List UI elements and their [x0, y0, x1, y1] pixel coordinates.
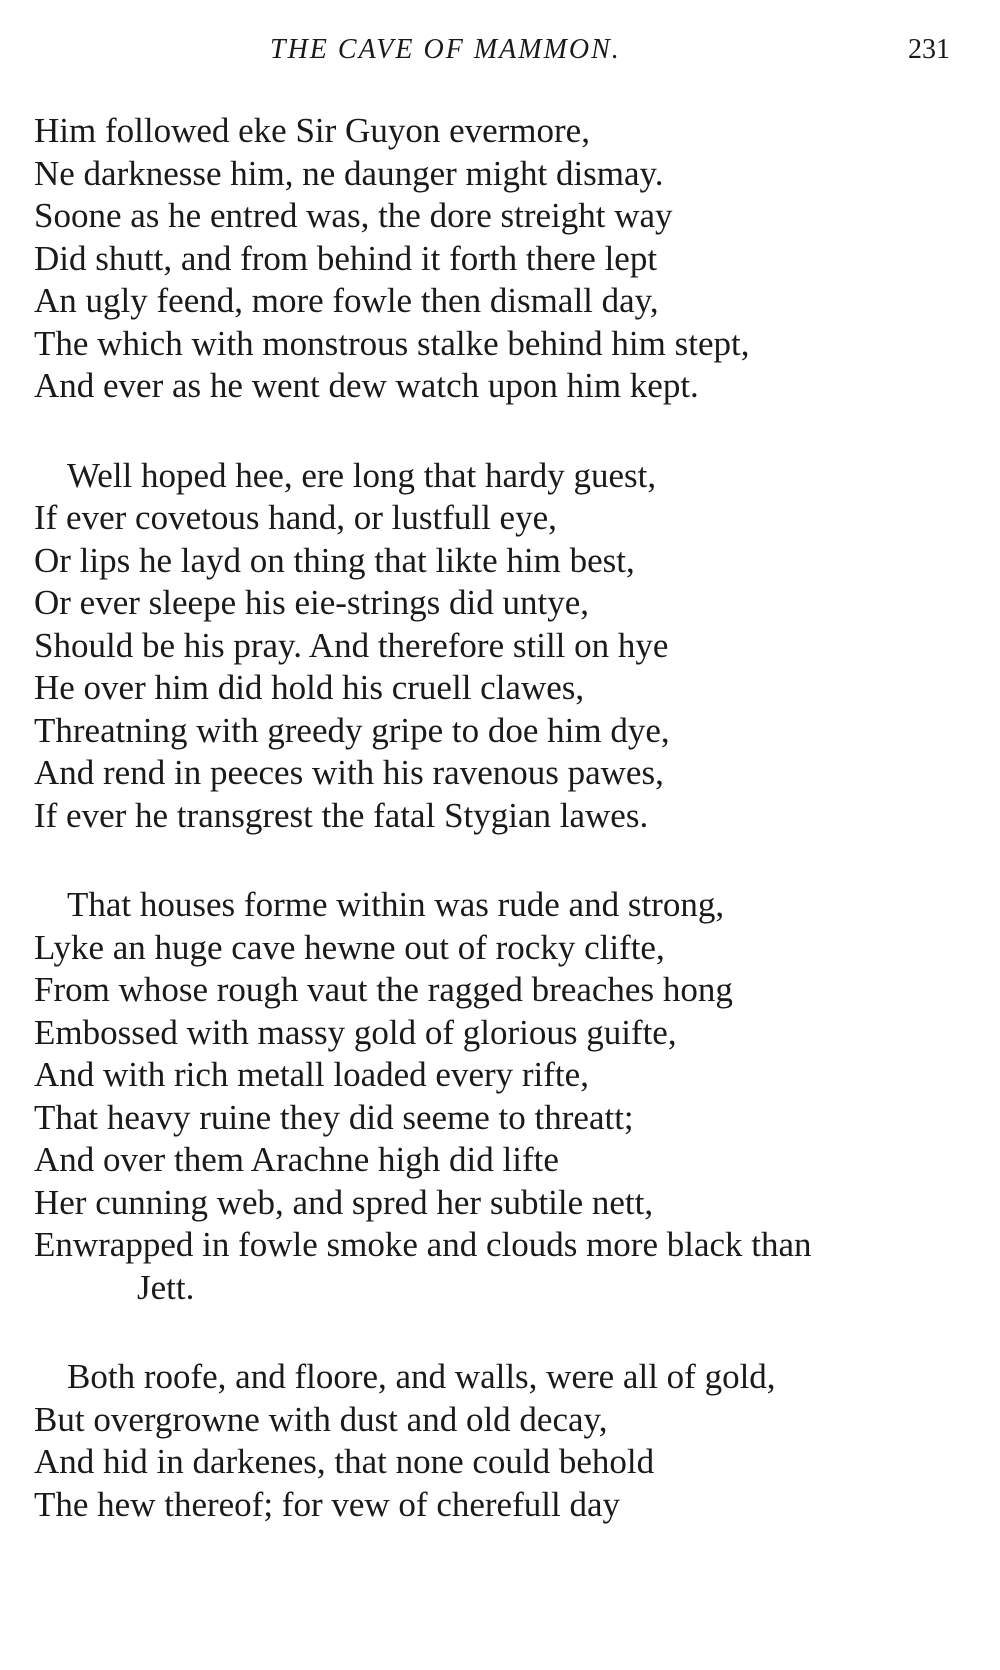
verse-line: Lyke an huge cave hewne out of rocky clifte,	[34, 927, 665, 967]
stanza-3	[34, 884, 984, 1309]
verse-line: From whose rough vaut the ragged breaches hong	[34, 970, 733, 1009]
verse-line: Or lips he layd on thing that likte him best,	[34, 540, 635, 580]
stanza-1	[34, 110, 984, 408]
verse-line: An ugly feend, more fowle then dismall day,	[34, 281, 659, 320]
verse-line: The which with monstrous stalke behind him stept,	[34, 323, 750, 363]
verse-line-continuation: Jett.	[137, 1267, 195, 1307]
verse-line: Enwrapped in fowle smoke and clouds more black than	[34, 1225, 812, 1264]
verse-line: The hew thereof; for vew of cherefull day	[34, 1484, 620, 1524]
verse-line: If ever covetous hand, or lustfull eye,	[34, 498, 557, 537]
verse-line: Or ever sleepe his eie-strings did untye,	[34, 583, 589, 622]
page-header	[0, 34, 1000, 74]
verse-line: He over him did hold his cruell clawes,	[34, 668, 585, 707]
poem-body	[34, 110, 984, 1573]
verse-line: But overgrowne with dust and old decay,	[34, 1399, 608, 1439]
verse-line: And hid in darkenes, that none could behold	[34, 1442, 655, 1481]
verse-line: Should be his pray. And therefore still on hye	[34, 625, 669, 665]
verse-line: Did shutt, and from behind it forth there lept	[34, 238, 658, 278]
verse-line: If ever he transgrest the fatal Stygian lawes.	[34, 795, 649, 835]
verse-line: And ever as he went dew watch upon him kept.	[34, 366, 699, 405]
verse-line: That heavy ruine they did seeme to threatt;	[34, 1097, 634, 1137]
verse-line: And with rich metall loaded every rifte,	[34, 1055, 589, 1094]
stanza-2	[34, 455, 984, 838]
verse-line-first: That houses forme within was rude and strong,	[67, 885, 725, 924]
verse-line: Embossed with massy gold of glorious guifte,	[34, 1012, 677, 1052]
verse-line: Her cunning web, and spred her subtile nett,	[34, 1182, 654, 1222]
verse-line: And over them Arachne high did lifte	[34, 1140, 559, 1179]
verse-line: Soone as he entred was, the dore streight way	[34, 196, 673, 235]
verse-line-first: Well hoped hee, ere long that hardy guest,	[67, 455, 657, 495]
verse-line: And rend in peeces with his ravenous pawes,	[34, 753, 664, 792]
stanza-4	[34, 1356, 984, 1526]
running-title: THE CAVE OF MAMMON.	[270, 34, 621, 65]
verse-line: Ne darknesse him, ne daunger might dismay.	[34, 153, 664, 193]
verse-line-first: Both roofe, and floore, and walls, were all of gold,	[67, 1357, 776, 1396]
verse-line: Him followed eke Sir Guyon evermore,	[34, 111, 590, 150]
page-number: 231	[908, 34, 950, 65]
verse-line: Threatning with greedy gripe to doe him dye,	[34, 710, 670, 750]
